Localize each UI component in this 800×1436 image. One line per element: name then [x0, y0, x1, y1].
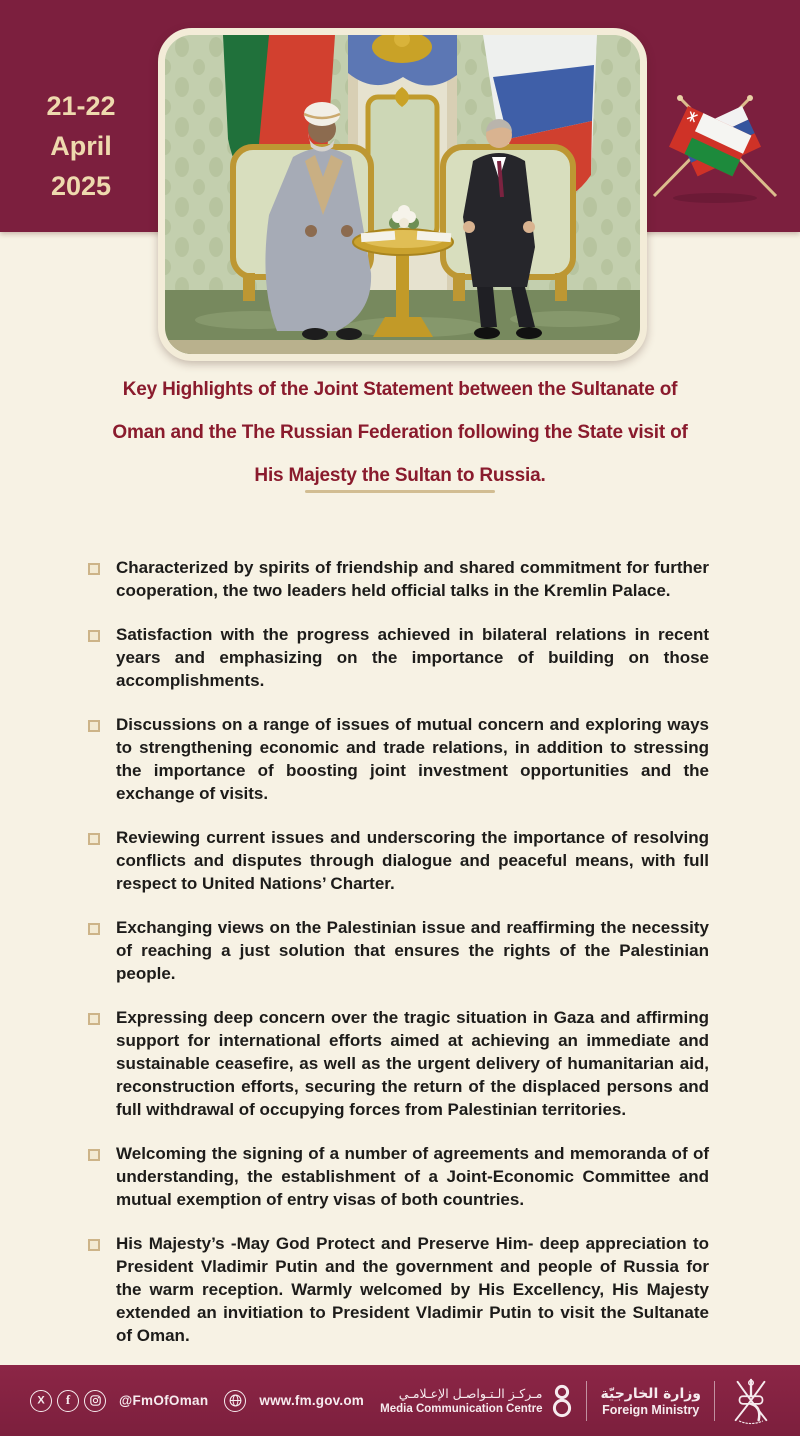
bullet-square-icon	[88, 833, 100, 845]
bullet-square-icon	[88, 1239, 100, 1251]
summit-photo	[158, 28, 647, 361]
bullet-square-icon	[88, 563, 100, 575]
list-item	[88, 556, 709, 602]
footer-band	[0, 1365, 800, 1436]
bullet-text: Satisfaction with the progress achieved in bilateral relations in recent years and emphasizing on the importance of building on those accomplishments.	[116, 625, 709, 690]
date-line: April	[50, 131, 112, 161]
list-item	[88, 916, 709, 985]
date-line: 21-22	[46, 91, 116, 121]
ministry-arabic-label: وزارة الخارجيّة	[600, 1385, 701, 1402]
footer-social	[30, 1390, 364, 1412]
list-item	[88, 713, 709, 805]
x-twitter-icon[interactable]: X	[30, 1390, 52, 1412]
title-divider	[305, 490, 495, 493]
footer-divider	[714, 1381, 715, 1421]
bullet-text: Exchanging views on the Palestinian issue and reaffirming the necessity of reaching a just solution that ensures the rights of the Palestinian people.	[116, 918, 709, 983]
title-line: Key Highlights of the Joint Statement between the Sultanate of	[122, 379, 678, 400]
bullet-square-icon	[88, 1013, 100, 1025]
foreign-ministry-logo	[600, 1385, 701, 1417]
date-line: 2025	[50, 171, 112, 201]
bullet-text: Reviewing current issues and underscoring the importance of resolving conflicts and disputes through dialogue and peaceful means, with full respect to United Nations’ Charter.	[116, 828, 709, 893]
mcc-eight-icon	[551, 1383, 573, 1419]
footer-divider	[586, 1381, 587, 1421]
bullet-square-icon	[88, 923, 100, 935]
website-url[interactable]: www.fm.gov.om	[259, 1393, 364, 1408]
list-item	[88, 623, 709, 692]
highlights-list	[88, 556, 709, 1368]
bullet-text: Discussions on a range of issues of mutual concern and exploring ways to strengthening economic and trade relations, in addition to stressing the importance of boosting joint investment opportunities and the exchange of visits.	[116, 715, 709, 803]
globe-icon	[224, 1390, 246, 1412]
event-date	[20, 86, 142, 206]
bullet-text: Welcoming the signing of a number of agreements and memoranda of of understanding, the establishment of a Joint-Economic Committee and mutual exemption of entry visas of both countries.	[116, 1144, 709, 1209]
bullet-square-icon	[88, 630, 100, 642]
instagram-icon[interactable]	[84, 1390, 106, 1412]
bullet-text: Characterized by spirits of friendship and shared commitment for further cooperation, the two leaders held official talks in the Kremlin Palace.	[116, 558, 709, 600]
oman-national-emblem-icon	[728, 1376, 774, 1426]
title-line: His Majesty the Sultan to Russia.	[254, 465, 546, 486]
list-item	[88, 1232, 709, 1347]
page-title	[90, 368, 710, 497]
list-item	[88, 826, 709, 895]
bullet-text: His Majesty’s -May God Protect and Preserve Him- deep appreciation to President Vladimir Putin and the government and people of Russia for the warm reception. Warmly welcomed by His Excellency, His Majesty extended an invitiation to President Vladimir Putin to visit the Sultanate of Oman.	[116, 1234, 709, 1345]
mcc-english-label: Media Communication Centre	[380, 1402, 543, 1415]
list-item	[88, 1142, 709, 1211]
media-communication-centre-logo	[380, 1383, 573, 1419]
list-item	[88, 1006, 709, 1121]
footer-logos	[380, 1376, 774, 1426]
bullet-square-icon	[88, 1149, 100, 1161]
bullet-square-icon	[88, 720, 100, 732]
title-line: Oman and the The Russian Federation following the State visit of	[112, 422, 688, 443]
crossed-flags-icon	[630, 84, 800, 212]
bullet-text: Expressing deep concern over the tragic situation in Gaza and affirming support for international efforts aimed at achieving an immediate and sustainable ceasefire, as well as the urgent delivery of humanitarian aid, reconstruction efforts, securing the return of the displaced persons and full withdrawal of occupying forces from Palestinian territories.	[116, 1008, 709, 1119]
mcc-arabic-label: مـركـز الـتـواصـل الإعـلامـي	[398, 1385, 543, 1401]
ministry-english-label: Foreign Ministry	[602, 1402, 700, 1417]
facebook-icon[interactable]: f	[57, 1390, 79, 1412]
social-handle[interactable]: @FmOfOman	[119, 1393, 209, 1408]
